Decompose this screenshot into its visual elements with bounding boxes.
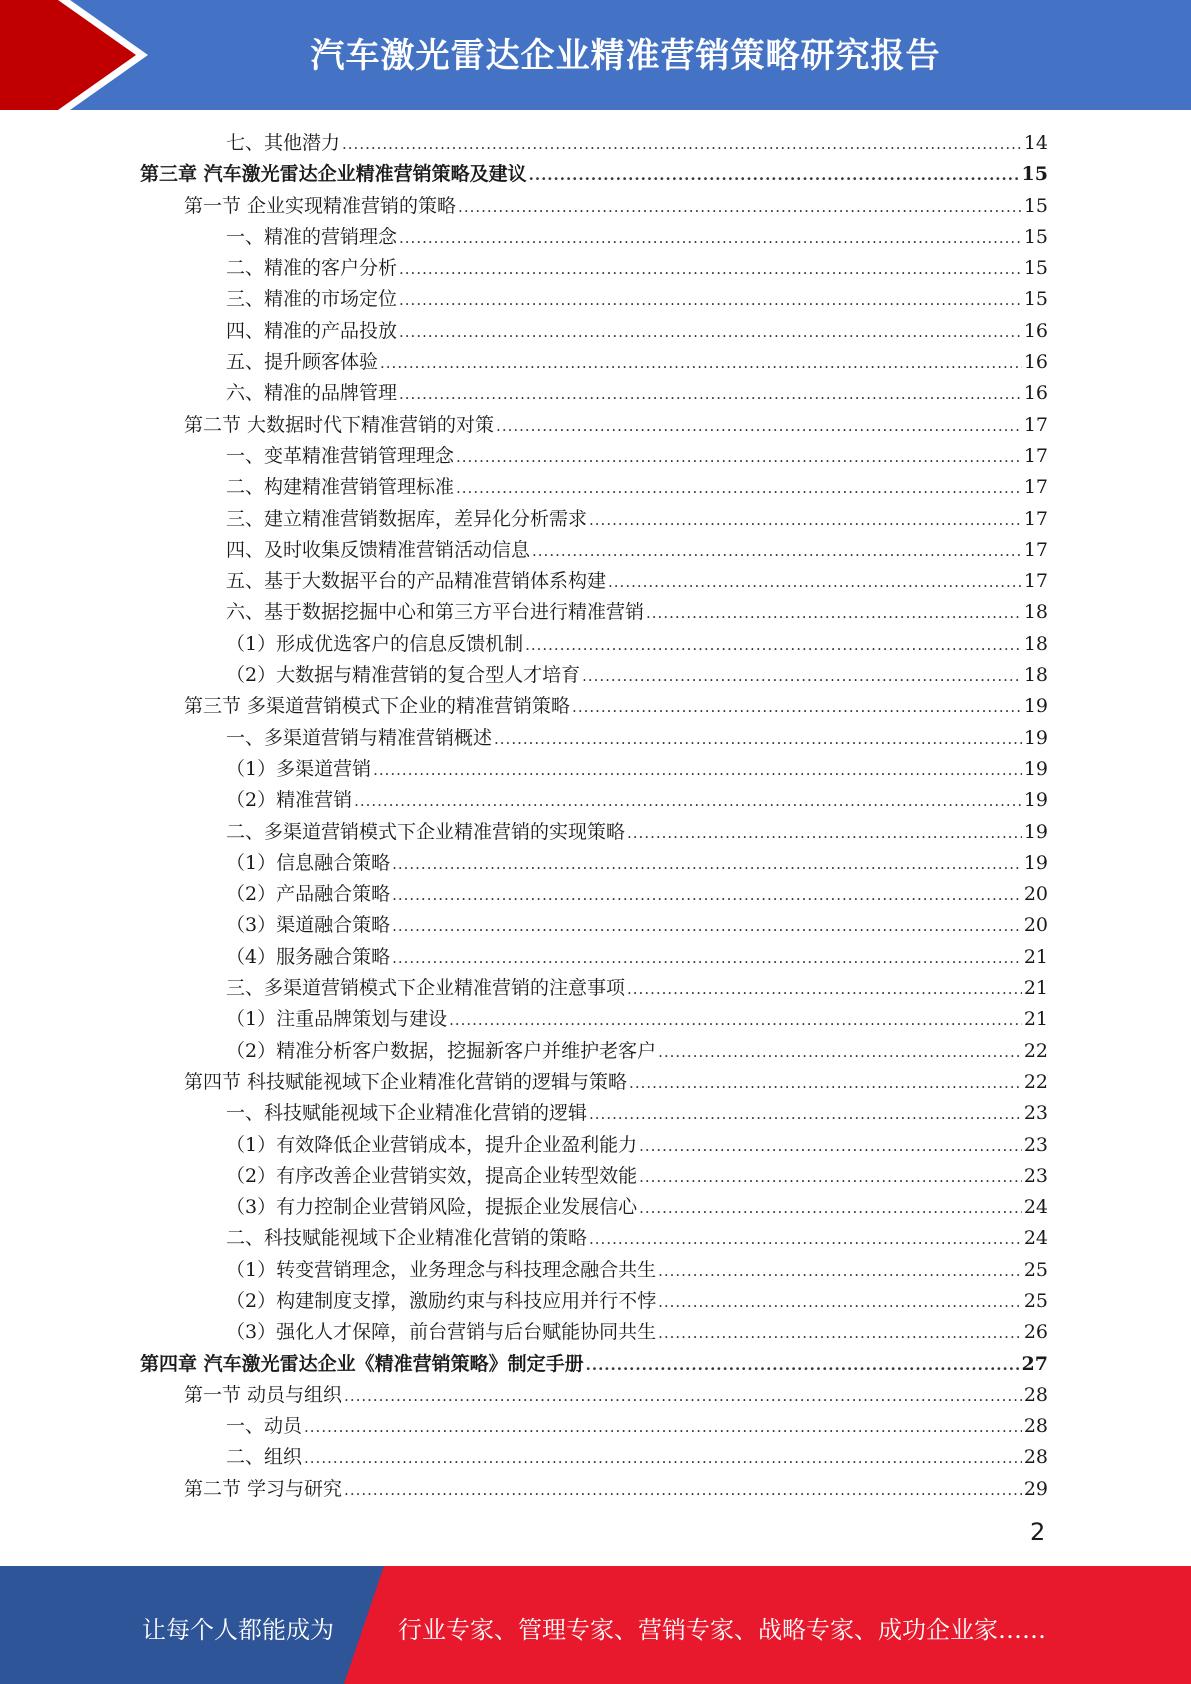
- toc-dot-leader: [525, 630, 1022, 661]
- toc-entry[interactable]: [140, 222, 1048, 253]
- toc-dot-leader: [532, 536, 1022, 567]
- toc-entry-title: 一、动员: [226, 1415, 303, 1438]
- toc-dot-leader: [639, 1162, 1022, 1193]
- toc-entry[interactable]: [140, 691, 1048, 722]
- toc-entry-title: （2）大数据与精准营销的复合型人才培育: [226, 664, 581, 687]
- toc-entry[interactable]: [140, 1474, 1048, 1505]
- toc-entry-title: （1）注重品牌策划与建设: [226, 1008, 448, 1031]
- toc-entry-title: 二、多渠道营销模式下企业精准营销的实现策略: [226, 820, 626, 843]
- toc-dot-leader: [608, 567, 1022, 598]
- toc-entry[interactable]: [140, 879, 1048, 910]
- toc-entry-title: （3）强化人才保障，前台营销与后台赋能协同共生: [226, 1321, 657, 1344]
- toc-entry-page: 16: [1023, 382, 1048, 405]
- toc-entry-page: 17: [1023, 570, 1048, 593]
- toc-entry-page: 15: [1023, 288, 1048, 311]
- toc-entry-title: 第一节 动员与组织: [184, 1383, 343, 1406]
- toc-dot-leader: [373, 755, 1022, 786]
- toc-dot-leader: [392, 849, 1022, 880]
- toc-entry-title: 四、精准的产品投放: [226, 319, 398, 342]
- toc-entry-title: 五、提升顾客体验: [226, 351, 379, 374]
- toc-entry-title: 六、精准的品牌管理: [226, 382, 398, 405]
- toc-entry[interactable]: [140, 1192, 1048, 1223]
- toc-entry[interactable]: [140, 1380, 1048, 1411]
- toc-entry-page: 19: [1023, 820, 1048, 843]
- toc-dot-leader: [629, 1068, 1022, 1099]
- toc-dot-leader: [392, 911, 1022, 942]
- toc-entry[interactable]: [140, 253, 1048, 284]
- toc-entry-page: 20: [1023, 883, 1048, 906]
- toc-dot-leader: [354, 786, 1022, 817]
- toc-dot-leader: [658, 1287, 1022, 1318]
- toc-entry-title: 二、科技赋能视域下企业精准化营销的策略: [226, 1227, 588, 1250]
- toc-entry-title: 第一节 企业实现精准营销的策略: [184, 194, 457, 217]
- toc-entry-page: 16: [1023, 319, 1048, 342]
- toc-entry[interactable]: [140, 159, 1048, 190]
- toc-entry-page: 18: [1023, 632, 1048, 655]
- toc-entry-title: （1）转变营销理念，业务理念与科技理念融合共生: [226, 1258, 657, 1281]
- toc-entry[interactable]: [140, 410, 1048, 441]
- toc-entry-title: （2）精准分析客户数据，挖掘新客户并维护老客户: [226, 1039, 657, 1062]
- toc-entry-title: （2）产品融合策略: [226, 883, 391, 906]
- toc-entry[interactable]: [140, 1098, 1048, 1129]
- toc-entry-title: （3）渠道融合策略: [226, 914, 391, 937]
- toc-entry-page: 18: [1023, 601, 1048, 624]
- toc-entry[interactable]: [140, 629, 1048, 660]
- toc-entry[interactable]: [140, 1286, 1048, 1317]
- toc-entry-page: 29: [1023, 1477, 1048, 1500]
- toc-entry[interactable]: [140, 347, 1048, 378]
- toc-dot-leader: [627, 818, 1022, 849]
- toc-entry-page: 23: [1023, 1133, 1048, 1156]
- toc-entry-title: 四、及时收集反馈精准营销活动信息: [226, 538, 531, 561]
- toc-dot-leader: [342, 129, 1022, 160]
- toc-dot-leader: [639, 1131, 1022, 1162]
- toc-dot-leader: [458, 192, 1022, 223]
- toc-entry-page: 21: [1023, 1008, 1048, 1031]
- toc-dot-leader: [627, 974, 1022, 1005]
- toc-entry-page: 15: [1023, 257, 1048, 280]
- toc-entry[interactable]: [140, 723, 1048, 754]
- toc-entry-page: 28: [1023, 1446, 1048, 1469]
- toc-entry-page: 19: [1023, 757, 1048, 780]
- toc-entry[interactable]: [140, 1255, 1048, 1286]
- toc-entry-title: 二、组织: [226, 1446, 303, 1469]
- toc-entry-page: 26: [1023, 1321, 1048, 1344]
- toc-entry-title: 第二节 大数据时代下精准营销的对策: [184, 413, 495, 436]
- toc-entry[interactable]: [140, 597, 1048, 628]
- toc-dot-leader: [392, 943, 1022, 974]
- toc-entry[interactable]: [140, 660, 1048, 691]
- toc-entry[interactable]: [140, 316, 1048, 347]
- toc-dot-leader: [639, 1193, 1022, 1224]
- toc-dot-leader: [529, 160, 1020, 191]
- page-footer: [0, 1566, 1191, 1684]
- toc-dot-leader: [399, 223, 1022, 254]
- toc-entry-page: 21: [1023, 977, 1048, 1000]
- toc-entry-title: 第二节 学习与研究: [184, 1477, 343, 1500]
- footer-slogan-right: 行业专家、管理专家、营销专家、战略专家、成功企业家……: [398, 1616, 1046, 1644]
- toc-entry-page: 23: [1023, 1164, 1048, 1187]
- toc-entry-title: （3）有力控制企业营销风险，提振企业发展信心: [226, 1196, 638, 1219]
- toc-entry-title: 第三节 多渠道营销模式下企业的精准营销策略: [184, 695, 571, 718]
- toc-dot-leader: [304, 1412, 1022, 1443]
- toc-dot-leader: [586, 1350, 1020, 1381]
- toc-entry-page: 22: [1023, 1039, 1048, 1062]
- toc-entry-page: 24: [1023, 1227, 1048, 1250]
- toc-entry-page: 18: [1023, 664, 1048, 687]
- toc-entry-title: （1）多渠道营销: [226, 757, 372, 780]
- toc-entry-title: 第三章 汽车激光雷达企业精准营销策略及建议: [140, 163, 527, 186]
- toc-entry-page: 28: [1023, 1415, 1048, 1438]
- toc-entry-title: 六、基于数据挖掘中心和第三方平台进行精准营销: [226, 601, 645, 624]
- toc-entry-page: 19: [1023, 726, 1048, 749]
- toc-entry-title: 二、构建精准营销管理标准: [226, 476, 455, 499]
- page-header: [0, 0, 1191, 110]
- toc-entry-title: 七、其他潜力: [226, 132, 341, 154]
- toc-dot-leader: [572, 692, 1022, 723]
- toc-dot-leader: [449, 1005, 1022, 1036]
- toc-entry-page: 19: [1023, 851, 1048, 874]
- toc-entry[interactable]: [140, 1067, 1048, 1098]
- toc-entry[interactable]: [140, 1161, 1048, 1192]
- toc-entry-title: 一、科技赋能视域下企业精准化营销的逻辑: [226, 1102, 588, 1125]
- toc-entry-title: 五、基于大数据平台的产品精准营销体系构建: [226, 570, 607, 593]
- toc-entry-page: 16: [1023, 351, 1048, 374]
- toc-entry[interactable]: [140, 848, 1048, 879]
- toc-entry-title: 三、建立精准营销数据库，差异化分析需求: [226, 507, 588, 530]
- toc-entry-title: 三、精准的市场定位: [226, 288, 398, 311]
- toc-entry-page: 22: [1023, 1070, 1048, 1093]
- toc-entry-page: 19: [1023, 789, 1048, 812]
- toc-dot-leader: [399, 254, 1022, 285]
- toc-dot-leader: [646, 598, 1022, 629]
- toc-entry-title: （1）信息融合策略: [226, 851, 391, 874]
- toc-entry-title: 一、多渠道营销与精准营销概述: [226, 726, 493, 749]
- toc-entry-title: （4）服务融合策略: [226, 945, 391, 968]
- toc-entry-title: 一、变革精准营销管理理念: [226, 444, 455, 467]
- toc-dot-leader: [589, 1099, 1022, 1130]
- toc-dot-leader: [658, 1318, 1022, 1349]
- toc-entry-title: 三、多渠道营销模式下企业精准营销的注意事项: [226, 977, 626, 1000]
- toc-entry-page: 23: [1023, 1102, 1048, 1125]
- toc-entry[interactable]: [140, 910, 1048, 941]
- toc-dot-leader: [304, 1443, 1022, 1474]
- toc-entry[interactable]: [140, 817, 1048, 848]
- toc-entry[interactable]: [140, 378, 1048, 409]
- toc-entry[interactable]: [140, 1004, 1048, 1035]
- toc-entry-title: 第四章 汽车激光雷达企业《精准营销策略》制定手册: [140, 1352, 584, 1375]
- toc-dot-leader: [456, 473, 1022, 504]
- toc-entry[interactable]: [140, 1130, 1048, 1161]
- toc-entry-page: 27: [1021, 1352, 1048, 1375]
- toc-entry-page: 25: [1023, 1289, 1048, 1312]
- toc-dot-leader: [399, 285, 1022, 316]
- toc-dot-leader: [399, 379, 1022, 410]
- toc-entry[interactable]: [140, 566, 1048, 597]
- toc-dot-leader: [380, 348, 1022, 379]
- toc-entry-page: 15: [1023, 225, 1048, 248]
- toc-entry[interactable]: [140, 535, 1048, 566]
- document-title: 汽车激光雷达企业精准营销策略研究报告: [310, 36, 941, 76]
- toc-dot-leader: [658, 1037, 1022, 1068]
- toc-entry[interactable]: [140, 504, 1048, 535]
- toc-entry-title: 一、精准的营销理念: [226, 225, 398, 248]
- toc-dot-leader: [344, 1475, 1022, 1506]
- toc-entry-page: 15: [1023, 194, 1048, 217]
- toc-dot-leader: [392, 880, 1022, 911]
- toc-entry-page: 17: [1023, 476, 1048, 499]
- table-of-contents: [140, 128, 1048, 1505]
- toc-entry[interactable]: [140, 1223, 1048, 1254]
- toc-entry[interactable]: [140, 942, 1048, 973]
- footer-slogan-left: 让每个人都能成为: [142, 1616, 334, 1644]
- toc-dot-leader: [399, 317, 1022, 348]
- toc-entry[interactable]: [140, 973, 1048, 1004]
- toc-dot-leader: [496, 411, 1022, 442]
- toc-entry[interactable]: [140, 754, 1048, 785]
- toc-entry-page: 19: [1023, 695, 1048, 718]
- toc-entry-page: 24: [1023, 1196, 1048, 1219]
- toc-entry-page: 28: [1023, 1383, 1048, 1406]
- toc-entry-page: 25: [1023, 1258, 1048, 1281]
- toc-dot-leader: [582, 661, 1022, 692]
- toc-entry[interactable]: [140, 441, 1048, 472]
- toc-entry[interactable]: [140, 284, 1048, 315]
- toc-dot-leader: [589, 505, 1022, 536]
- toc-entry-page: 17: [1023, 507, 1048, 530]
- toc-entry-title: （2）精准营销: [226, 789, 353, 812]
- toc-entry[interactable]: [140, 1349, 1048, 1380]
- toc-entry[interactable]: [140, 785, 1048, 816]
- toc-entry-page: 17: [1023, 538, 1048, 561]
- toc-entry-title: （2）有序改善企业营销实效，提高企业转型效能: [226, 1164, 638, 1187]
- toc-dot-leader: [456, 442, 1022, 473]
- toc-entry[interactable]: [140, 1411, 1048, 1442]
- toc-entry[interactable]: [140, 1317, 1048, 1348]
- toc-entry-title: 第四节 科技赋能视域下企业精准化营销的逻辑与策略: [184, 1070, 628, 1093]
- toc-entry-page: 17: [1023, 444, 1048, 467]
- toc-entry-title: （2）构建制度支撑，激励约束与科技应用并行不悖: [226, 1289, 657, 1312]
- toc-entry[interactable]: [140, 1442, 1048, 1473]
- toc-entry-title: （1）形成优选客户的信息反馈机制: [226, 632, 524, 655]
- toc-dot-leader: [344, 1381, 1022, 1412]
- toc-entry[interactable]: [140, 1036, 1048, 1067]
- toc-entry-page: 17: [1023, 413, 1048, 436]
- toc-entry[interactable]: [140, 191, 1048, 222]
- toc-entry[interactable]: [140, 128, 1048, 159]
- toc-entry-page: 20: [1023, 914, 1048, 937]
- toc-dot-leader: [589, 1224, 1022, 1255]
- toc-entry-title: 二、精准的客户分析: [226, 257, 398, 280]
- toc-entry-page: 14: [1023, 132, 1048, 154]
- toc-entry-page: 21: [1023, 945, 1048, 968]
- toc-dot-leader: [658, 1256, 1022, 1287]
- page-number: 2: [1030, 1518, 1046, 1546]
- toc-entry[interactable]: [140, 472, 1048, 503]
- toc-entry-title: （1）有效降低企业营销成本，提升企业盈利能力: [226, 1133, 638, 1156]
- toc-dot-leader: [494, 724, 1022, 755]
- toc-entry-page: 15: [1021, 163, 1048, 186]
